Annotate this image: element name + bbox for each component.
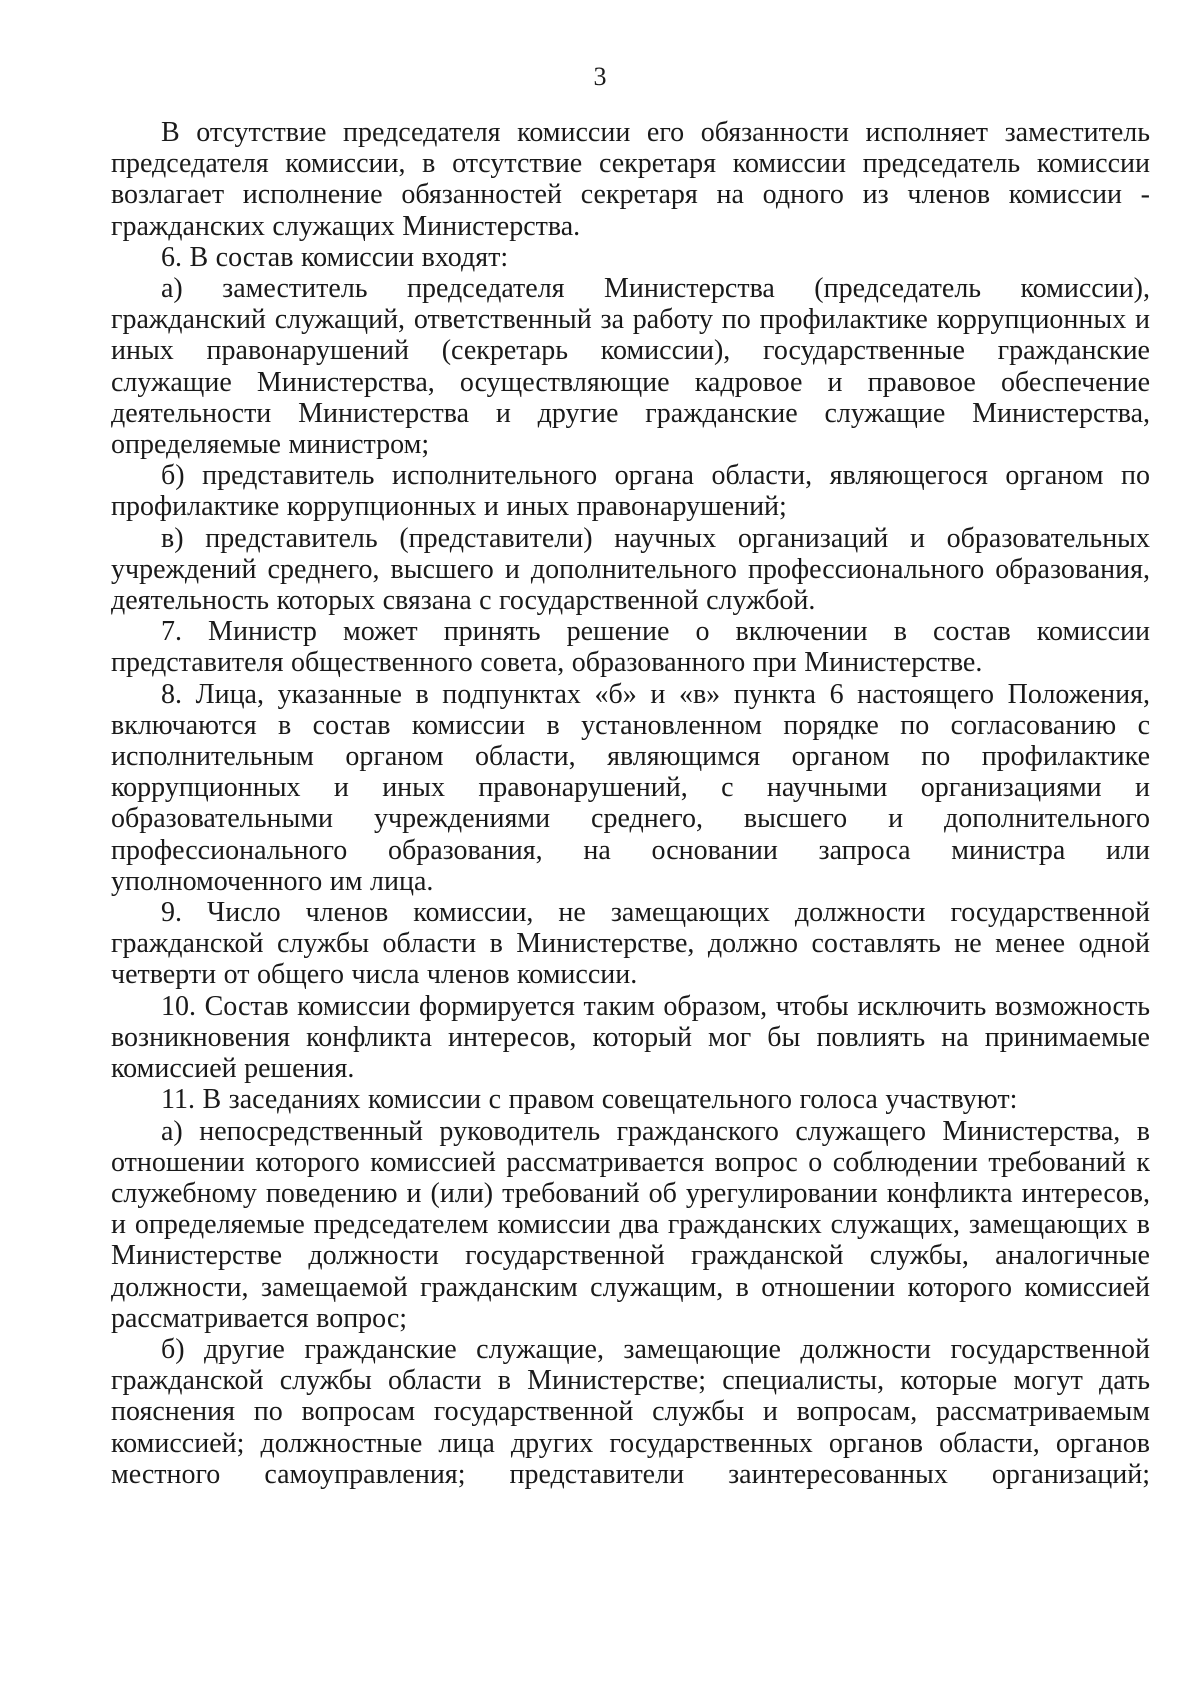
paragraph-11-heading: 11. В заседаниях комиссии с правом совещательного голоса участвуют: bbox=[161, 1084, 1018, 1116]
paragraph-6a: а) заместитель председателя Министерства (председатель комиссии), гражданский служащий, ответственный за работу по профилактике коррупционных и иных правонарушений (секретарь комиссии), государственные гражданские служащие Министерства, осуществляющие кадровое и правовое обеспечение деятельности Министерства и другие гражданские служащие Министерства, определяемые министром; bbox=[111, 273, 1150, 461]
paragraph-11a: а) непосредственный руководитель гражданского служащего Министерства, в отношении которого комиссией рассматривается вопрос о соблюдении требований к служебному поведению и (или) требований об урегулировании конфликта интересов, и определяемые председателем комиссии два гражданских служащих, замещающих в Министерстве должности государственной гражданской службы, аналогичные должности, замещаемой гражданским служащим, в отношении которого комиссией рассматривается вопрос; bbox=[111, 1115, 1150, 1334]
paragraph-6b: б) представитель исполнительного органа области, являющегося органом по профилактике коррупционных и иных правонарушений; bbox=[111, 460, 1150, 523]
paragraph-6-heading: 6. В состав комиссии входят: bbox=[161, 241, 509, 273]
document-body bbox=[111, 117, 1150, 1490]
paragraph-6v: в) представитель (представители) научных организаций и образовательных учреждений среднего, высшего и дополнительного профессионального образования, деятельность которых связана с государственной службой. bbox=[111, 522, 1150, 617]
page-number: 3 bbox=[593, 62, 607, 91]
paragraph-chair-absence: В отсутствие председателя комиссии его обязанности исполняет заместитель председателя комиссии, в отсутствие секретаря комиссии председатель комиссии возлагает исполнение обязанностей секретаря на одного из членов комиссии - гражданских служащих Министерства. bbox=[111, 117, 1150, 242]
paragraph-9: 9. Число членов комиссии, не замещающих должности государственной гражданской службы области в Министерстве, должно составлять не менее одной четверти от общего числа членов комиссии. bbox=[111, 897, 1150, 991]
paragraph-11b: б) другие гражданские служащие, замещающие должности государственной гражданской службы области в Министерстве; специалисты, которые могут дать пояснения по вопросам государственной службы и вопросам, рассматриваемым комиссией; должностные лица других государственных органов области, органов местного самоуправления; представители заинтересованных организаций; bbox=[111, 1333, 1150, 1490]
paragraph-7: 7. Министр может принять решение о включении в состав комиссии представителя общественного совета, образованного при Министерстве. bbox=[111, 616, 1150, 679]
paragraph-10: 10. Состав комиссии формируется таким образом, чтобы исключить возможность возникновения конфликта интересов, который мог бы повлиять на принимаемые комиссией решения. bbox=[111, 990, 1150, 1085]
paragraph-8: 8. Лица, указанные в подпунктах «б» и «в» пункта 6 настоящего Положения, включаются в состав комиссии в установленном порядке по согласованию с исполнительным органом области, являющимся органом по профилактике коррупционных и иных правонарушений, с научными организациями и образовательными учреждениями среднего, высшего и дополнительного профессионального образования, на основании запроса министра или уполномоченного им лица. bbox=[111, 678, 1150, 897]
